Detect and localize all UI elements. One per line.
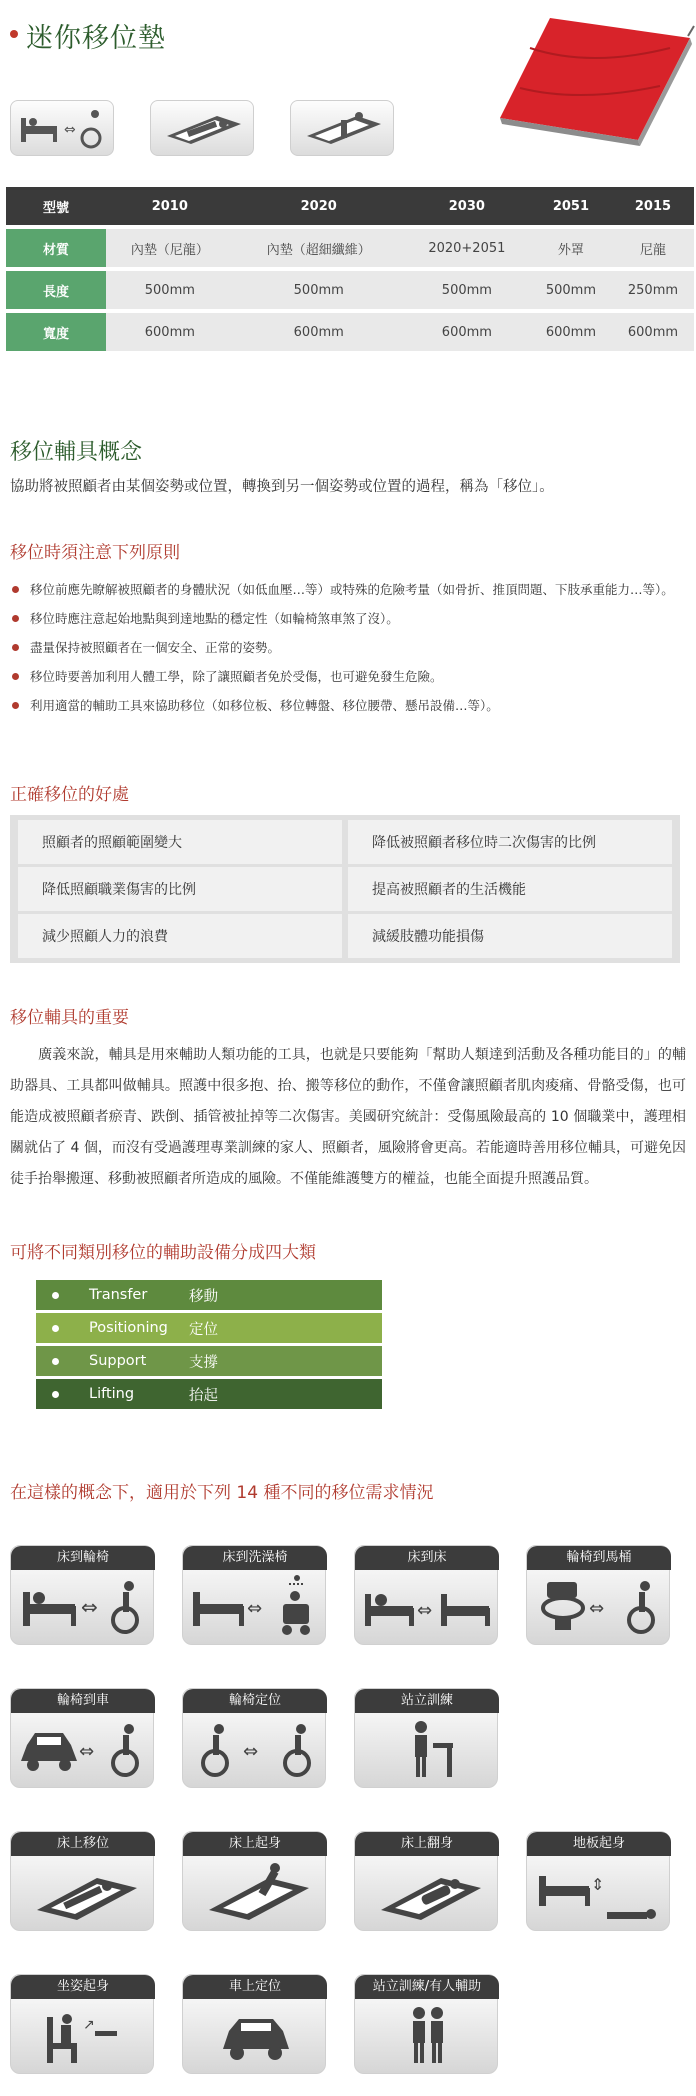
tile-floor-lift bbox=[526, 1831, 670, 1931]
categories-heading: 可將不同類別移位的輔助設備分成四大類 bbox=[10, 1243, 316, 1263]
tile-bed-to-wheelchair bbox=[10, 1545, 154, 1645]
svg-text:⇔: ⇔ bbox=[64, 122, 76, 138]
tile-wheelchair-to-toilet bbox=[526, 1545, 670, 1645]
category-transfer bbox=[36, 1280, 382, 1310]
bullet-icon bbox=[52, 1292, 59, 1299]
tile-assisted-standing bbox=[354, 1974, 498, 2074]
spec-col-header: 2015 bbox=[612, 187, 694, 225]
svg-text:⇔: ⇔ bbox=[81, 1595, 98, 1619]
spec-cell: 內墊（超細纖維） bbox=[234, 229, 404, 267]
tile-label: 坐姿起身 bbox=[11, 1975, 155, 1999]
tile-label: 床上翻身 bbox=[355, 1832, 499, 1856]
bullet-icon bbox=[52, 1325, 59, 1332]
svg-text:⇕: ⇕ bbox=[591, 1875, 605, 1894]
category-zh: 定位 bbox=[189, 1321, 218, 1338]
rules-heading: 移位時須注意下列原則 bbox=[10, 543, 180, 563]
spec-cell: 500mm bbox=[234, 271, 404, 309]
tile-wheelchair-positioning bbox=[182, 1688, 326, 1788]
category-support bbox=[36, 1346, 382, 1376]
spec-row-label: 長度 bbox=[6, 271, 106, 309]
bed-transfer-icon bbox=[150, 100, 254, 156]
category-en: Transfer bbox=[89, 1287, 148, 1303]
spec-header-row bbox=[6, 187, 694, 225]
bed-person-icon bbox=[290, 100, 394, 156]
spec-cell: 500mm bbox=[106, 271, 234, 309]
tile-label: 床到床 bbox=[355, 1546, 499, 1570]
category-en: Lifting bbox=[89, 1386, 135, 1402]
spec-cell: 500mm bbox=[404, 271, 530, 309]
importance-heading: 移位輔具的重要 bbox=[10, 1008, 129, 1028]
category-lifting bbox=[36, 1379, 382, 1409]
spec-cell: 內墊（尼龍） bbox=[106, 229, 234, 267]
bed-to-wheelchair-icon bbox=[10, 100, 114, 156]
situations-heading: 在這樣的概念下，適用於下列 14 種不同的移位需求情況 bbox=[10, 1483, 434, 1503]
in-bed-transfer-icon bbox=[17, 1860, 149, 1926]
spec-cell: 600mm bbox=[404, 313, 530, 351]
benefit-item: 減緩肢體功能損傷 bbox=[348, 914, 672, 958]
svg-text:⇔: ⇔ bbox=[589, 1598, 605, 1619]
spec-cell: 尼龍 bbox=[612, 229, 694, 267]
spec-col-header: 2010 bbox=[106, 187, 234, 225]
spec-cell: 2020+2051 bbox=[404, 229, 530, 267]
assisted-standing-icon bbox=[361, 2003, 493, 2069]
wheelchair-to-toilet-icon bbox=[533, 1574, 665, 1640]
spec-col-header: 2030 bbox=[404, 187, 530, 225]
cushion-image bbox=[470, 8, 696, 148]
spec-row-label: 寬度 bbox=[6, 313, 106, 351]
wheelchair-to-car-icon bbox=[17, 1717, 149, 1783]
bed-to-bed-icon bbox=[361, 1574, 493, 1640]
benefit-item: 照顧者的照顧範圍變大 bbox=[18, 820, 342, 864]
tile-label: 站立訓練 bbox=[355, 1689, 499, 1713]
tile-label: 輪椅到馬桶 bbox=[527, 1546, 671, 1570]
bed-to-wheelchair-icon bbox=[17, 1574, 149, 1640]
benefit-item: 提高被照顧者的生活機能 bbox=[348, 867, 672, 911]
tile-label: 輪椅到車 bbox=[11, 1689, 155, 1713]
tile-label: 地板起身 bbox=[527, 1832, 671, 1856]
tile-in-bed-transfer bbox=[10, 1831, 154, 1931]
svg-text:↗: ↗ bbox=[83, 2017, 95, 2033]
category-list bbox=[36, 1280, 382, 1412]
tile-bed-to-bed bbox=[354, 1545, 498, 1645]
spec-cell: 500mm bbox=[530, 271, 612, 309]
spec-table bbox=[6, 183, 694, 355]
car-positioning-icon bbox=[189, 2003, 321, 2069]
rule-item: 移位前應先瞭解被照顧者的身體狀況（如低血壓…等）或特殊的危險考量（如骨折、推頂問題、下肢承重能力…等）。 bbox=[12, 575, 684, 604]
spec-row-length bbox=[6, 271, 694, 309]
spec-col-header: 2051 bbox=[530, 187, 612, 225]
category-zh: 抬起 bbox=[189, 1387, 218, 1404]
svg-text:⇔: ⇔ bbox=[79, 1741, 95, 1762]
spec-cell: 外罩 bbox=[530, 229, 612, 267]
tile-sit-up-in-bed bbox=[182, 1831, 326, 1931]
tile-turn-in-bed bbox=[354, 1831, 498, 1931]
category-en: Support bbox=[89, 1353, 147, 1369]
concept-heading: 移位輔具概念 bbox=[10, 440, 143, 465]
title-bullet bbox=[10, 30, 18, 38]
rule-item: 移位時應注意起始地點與到達地點的穩定性（如輪椅煞車煞了沒）。 bbox=[12, 604, 684, 633]
svg-text:⇔: ⇔ bbox=[417, 1600, 433, 1621]
tile-bed-to-shower-chair bbox=[182, 1545, 326, 1645]
rule-item: 移位時要善加利用人體工學，除了讓照顧者免於受傷，也可避免發生危險。 bbox=[12, 662, 684, 691]
spec-row-label: 材質 bbox=[6, 229, 106, 267]
category-zh: 移動 bbox=[189, 1288, 218, 1305]
spec-cell: 600mm bbox=[530, 313, 612, 351]
spec-cell: 250mm bbox=[612, 271, 694, 309]
tile-label: 床到洗澡椅 bbox=[183, 1546, 327, 1570]
rule-item: 盡量保持被照顧者在一個安全、正常的姿勢。 bbox=[12, 633, 684, 662]
tile-label: 床上移位 bbox=[11, 1832, 155, 1856]
rule-item: 利用適當的輔助工具來協助移位（如移位板、移位轉盤、移位腰帶、懸吊設備…等）。 bbox=[12, 691, 684, 720]
tile-label: 車上定位 bbox=[183, 1975, 327, 1999]
bullet-icon bbox=[52, 1391, 59, 1398]
spec-cell: 600mm bbox=[106, 313, 234, 351]
tile-standing-training bbox=[354, 1688, 498, 1788]
spec-row-width bbox=[6, 313, 694, 351]
floor-lift-icon bbox=[533, 1860, 665, 1926]
category-en: Positioning bbox=[89, 1320, 168, 1336]
spec-cell: 600mm bbox=[234, 313, 404, 351]
importance-text: 廣義來說，輔具是用來輔助人類功能的工具，也就是只要能夠「幫助人類達到活動及各種功能目的」的輔助器具、工具都叫做輔具。照護中很多抱、抬、搬等移位的動作，不僅會讓照顧者肌肉痠痛、骨骼受傷，也可能造成被照顧者瘀青、跌倒、插管被扯掉等二次傷害。美國研究統計：受傷風險最高的 10 個職業中，護理相關就佔了 4 個，而沒有受過護理專業訓練的家人、照顧者，風險將會更高。若能適時善用移位輔具，可避免因徒手抬舉搬運、移動被照顧者所造成的風險。不僅能維護雙方的權益，也能全面提升照護品質。 bbox=[10, 1047, 686, 1187]
tile-label: 床到輪椅 bbox=[11, 1546, 155, 1570]
sit-to-stand-icon bbox=[17, 2003, 149, 2069]
benefit-item: 降低照顧職業傷害的比例 bbox=[18, 867, 342, 911]
benefit-item: 減少照顧人力的浪費 bbox=[18, 914, 342, 958]
tile-label: 站立訓練/有人輔助 bbox=[355, 1975, 499, 1999]
bullet-icon bbox=[52, 1358, 59, 1365]
turn-in-bed-icon bbox=[361, 1860, 493, 1926]
rules-list bbox=[12, 575, 684, 720]
benefits-heading: 正確移位的好處 bbox=[10, 785, 129, 805]
product-icon-row bbox=[10, 100, 394, 160]
wheelchair-positioning-icon bbox=[189, 1717, 321, 1783]
page-title: 迷你移位墊 bbox=[26, 23, 166, 54]
spec-col-header: 2020 bbox=[234, 187, 404, 225]
spec-col-header: 型號 bbox=[6, 187, 106, 225]
spec-cell: 600mm bbox=[612, 313, 694, 351]
svg-text:⇔: ⇔ bbox=[247, 1598, 263, 1619]
concept-text: 協助將被照顧者由某個姿勢或位置，轉換到另一個姿勢或位置的過程，稱為「移位」。 bbox=[10, 479, 554, 495]
svg-text:⇔: ⇔ bbox=[243, 1741, 259, 1762]
category-zh: 支撐 bbox=[189, 1354, 218, 1371]
spec-row-material bbox=[6, 229, 694, 267]
tile-sit-to-stand bbox=[10, 1974, 154, 2074]
standing-training-icon bbox=[361, 1717, 493, 1783]
category-positioning bbox=[36, 1313, 382, 1343]
bed-to-shower-chair-icon bbox=[189, 1574, 321, 1640]
sit-up-in-bed-icon bbox=[189, 1860, 321, 1926]
tile-label: 輪椅定位 bbox=[183, 1689, 327, 1713]
tile-car-positioning bbox=[182, 1974, 326, 2074]
benefit-item: 降低被照顧者移位時二次傷害的比例 bbox=[348, 820, 672, 864]
tile-label: 床上起身 bbox=[183, 1832, 327, 1856]
benefits-grid bbox=[10, 815, 680, 963]
tile-wheelchair-to-car bbox=[10, 1688, 154, 1788]
